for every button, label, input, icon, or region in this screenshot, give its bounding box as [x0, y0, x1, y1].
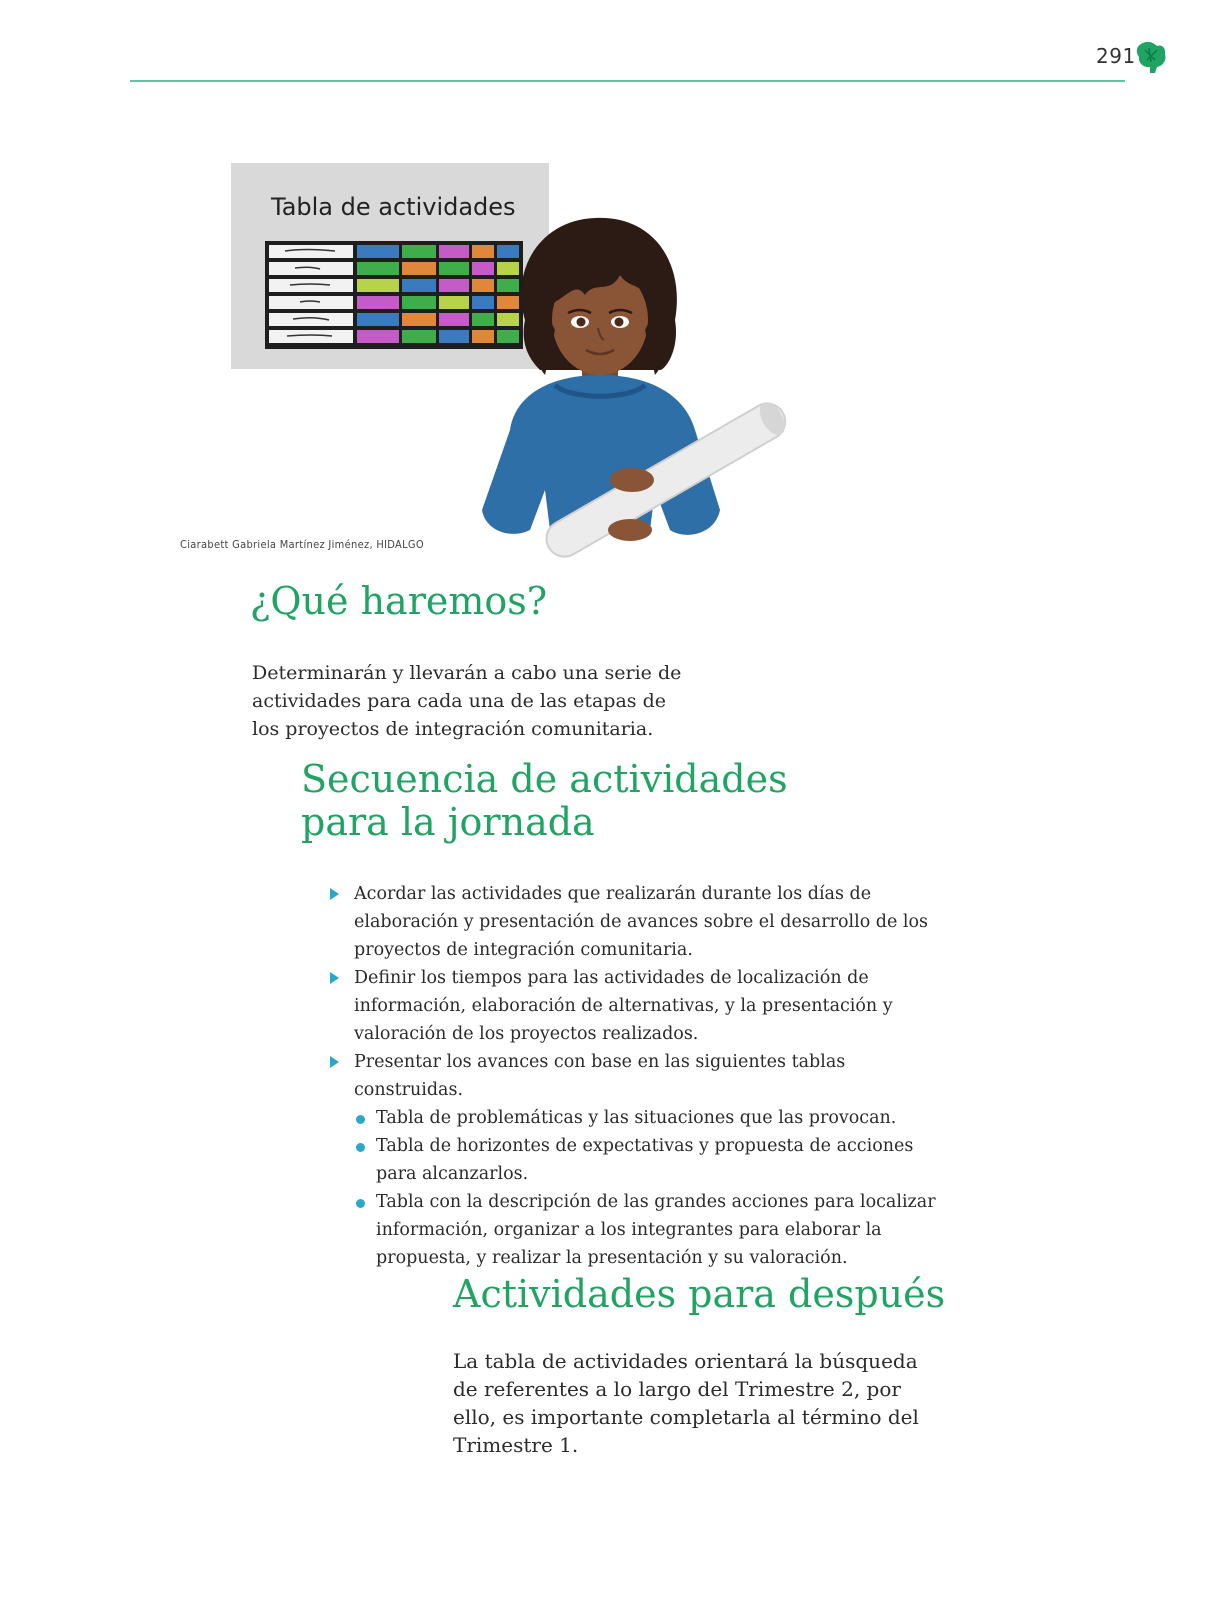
sublist-item-text: Tabla con la descripción de las grandes acciones para localizar información, organizar a los integrantes para elaborar la propuesta, y realizar la presentación y su valoración. — [376, 1192, 936, 1268]
arrow-bullet-icon — [330, 888, 339, 900]
heading-actividades-despues: Actividades para después — [453, 1272, 946, 1316]
list-item — [330, 964, 950, 1048]
tables-sublist — [354, 1104, 950, 1272]
heading-secuencia — [301, 758, 801, 843]
page-number: 291 — [1096, 44, 1136, 68]
dot-bullet-icon — [356, 1143, 365, 1152]
sublist-item — [354, 1132, 950, 1188]
sublist-item — [354, 1188, 950, 1272]
sublist-item-text: Tabla de horizontes de expectativas y propuesta de acciones para alcanzarlos. — [376, 1136, 914, 1184]
heading-que-haremos: ¿Qué haremos? — [250, 579, 548, 623]
sublist-item-text: Tabla de problemáticas y las situaciones que las provocan. — [376, 1108, 897, 1128]
que-haremos-body: Determinarán y llevarán a cabo una serie de actividades para cada una de las etapas de los proyectos de integración comunitaria. — [252, 662, 682, 740]
dot-bullet-icon — [356, 1199, 365, 1208]
sublist-item — [354, 1104, 950, 1132]
list-item-text: Definir los tiempos para las actividades de localización de información, elaboración de alternativas, y la presentación y valoración de los proyectos realizados. — [354, 968, 893, 1044]
header-rule — [130, 80, 1125, 82]
dot-bullet-icon — [356, 1115, 365, 1124]
activity-sequence-list — [330, 880, 950, 1272]
arrow-bullet-icon — [330, 1056, 339, 1068]
list-item-text: Acordar las actividades que realizarán durante los días de elaboración y presentación de avances sobre el desarrollo de los proyectos de integración comunitaria. — [354, 884, 929, 960]
arrow-bullet-icon — [330, 972, 339, 984]
child-holding-rolled-paper-illustration — [470, 210, 800, 570]
actividades-despues-body: La tabla de actividades orientará la búsqueda de referentes a lo largo del Trimestre 2, por ello, es importante completarla al término del Trimestre 1. — [453, 1349, 919, 1457]
heading-secuencia-line1: Secuencia de actividades — [301, 757, 788, 801]
board-title: Tabla de actividades — [271, 193, 516, 221]
list-item-text: Presentar los avances con base en las siguientes tablas construidas. — [354, 1052, 846, 1100]
illustration-credit: Ciarabett Gabriela Martínez Jiménez, HIDALGO — [180, 538, 424, 551]
list-item — [330, 1048, 950, 1272]
list-item — [330, 880, 950, 964]
green-leaf-logo-icon — [1135, 40, 1167, 74]
heading-secuencia-line2: para la jornada — [301, 799, 595, 844]
